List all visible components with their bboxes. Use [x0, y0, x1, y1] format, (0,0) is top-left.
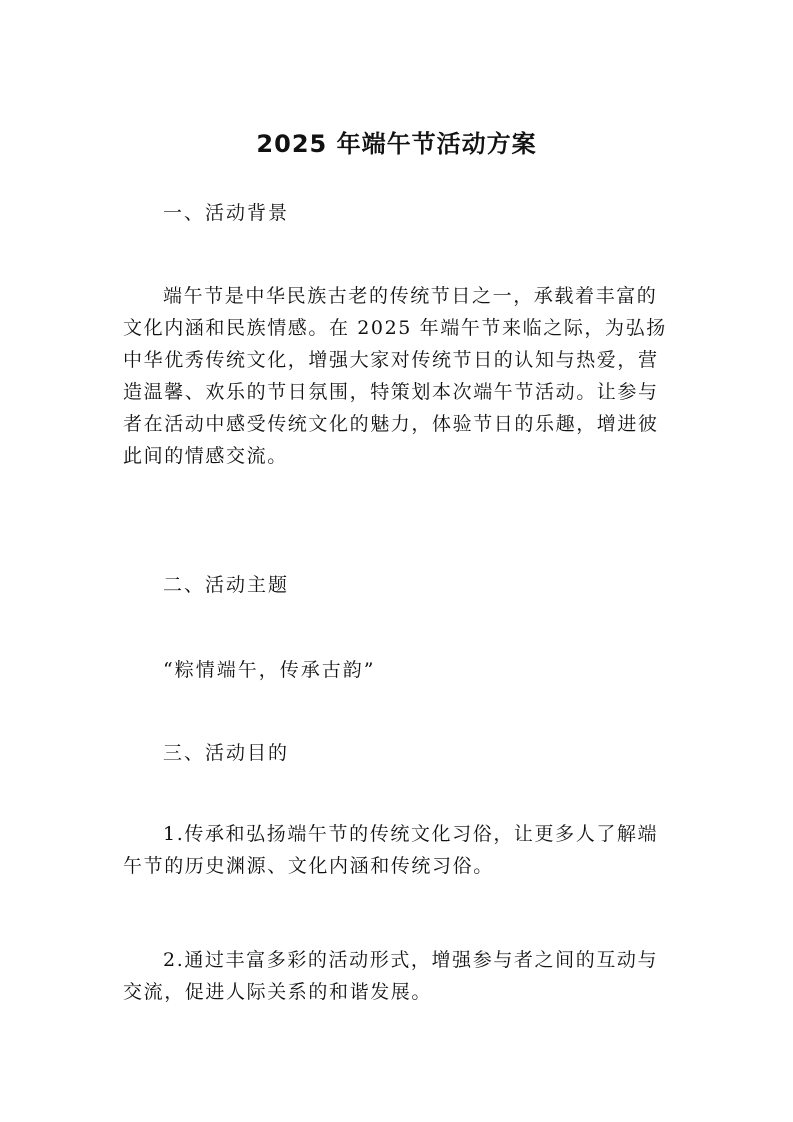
document-title: 2025 年端午节活动方案: [256, 130, 537, 158]
section-heading-goals: 三、活动目的: [163, 742, 290, 764]
paragraph-line: 端午节是中华民族古老的传统节日之一，承载着丰富的: [163, 285, 658, 307]
paragraph-line: 造温馨、欢乐的节日氛围，特策划本次端午节活动。让参与: [123, 381, 659, 403]
paragraph-line: 文化内涵和民族情感。在 2025 年端午节来临之际，为弘扬: [123, 317, 667, 339]
paragraph-line: 午节的历史渊源、文化内涵和传统习俗。: [123, 855, 494, 877]
paragraph-background: [123, 280, 671, 472]
section-heading-theme: 二、活动主题: [163, 574, 290, 596]
theme-quote: “粽情端午，传承古韵”: [163, 659, 376, 681]
paragraph-line: 此间的情感交流。: [123, 445, 288, 467]
paragraph-line: 1.传承和弘扬端午节的传统文化习俗，让更多人了解端: [163, 823, 659, 845]
section-heading-background: 一、活动背景: [163, 202, 290, 224]
paragraph-line: 2.通过丰富多彩的活动形式，增强参与者之间的互动与: [163, 949, 659, 971]
paragraph-line: 者在活动中感受传统文化的魅力，体验节日的乐趣，增进彼: [123, 413, 659, 435]
paragraph-line: 中华优秀传统文化，增强大家对传统节日的认知与热爱，营: [123, 349, 659, 371]
paragraph-line: 交流，促进人际关系的和谐发展。: [123, 981, 433, 1003]
goal-item-2: [123, 944, 671, 1008]
goal-item-1: [123, 818, 671, 882]
